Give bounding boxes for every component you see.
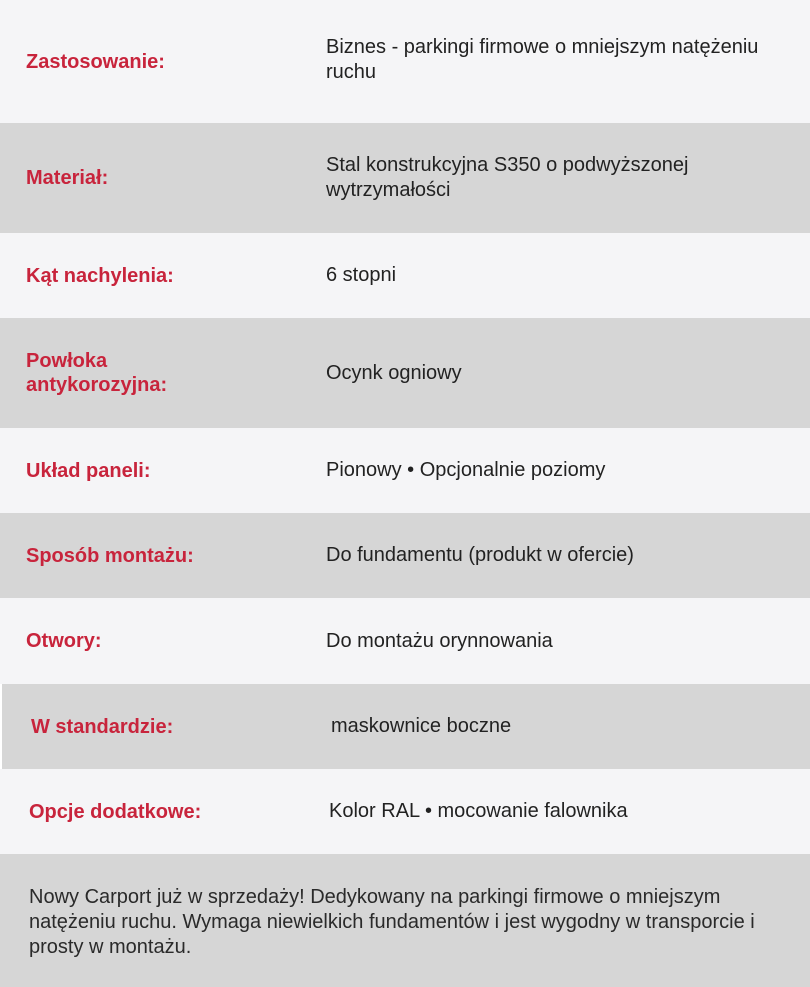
spec-label: Zastosowanie: (26, 50, 165, 73)
spec-row-panel-layout (0, 428, 810, 513)
spec-row-coating (0, 318, 810, 428)
spec-row-options (0, 769, 810, 854)
spec-value: Pionowy • Opcjonalnie poziomy (326, 459, 606, 481)
spec-value: Kolor RAL • mocowanie falownika (329, 800, 628, 822)
spec-label: Otwory: (26, 630, 102, 652)
spec-row-application (0, 0, 810, 123)
spec-row-standard (0, 684, 810, 769)
spec-value: Do fundamentu (produkt w ofercie) (326, 544, 634, 566)
product-description: Nowy Carport już w sprzedaży! Dedykowany na parkingi firmowe o mniejszym natężeniu ruchu. Wymaga niewielkich fundamentów i jest wygodny w transporcie i prosty w montażu. (0, 854, 810, 987)
spec-label: Układ paneli: (26, 459, 151, 482)
spec-label: Sposób montażu: (26, 544, 194, 567)
spec-value: maskownice boczne (331, 715, 512, 737)
spec-label: Opcje dodatkowe: (29, 800, 202, 823)
spec-row-angle (0, 233, 810, 318)
spec-value: Ocynk ogniowy (326, 361, 462, 384)
spec-value: 6 stopni (326, 264, 397, 286)
spec-label: Powłoka antykorozyjna: (26, 350, 168, 396)
spec-value: Biznes - parkingi firmowe o mniejszym natężeniu ruchu (326, 35, 759, 83)
spec-label: Materiał: (26, 167, 109, 189)
spec-value: Stal konstrukcyjna S350 o podwyższonej wytrzymałości (326, 154, 689, 201)
spec-row-material (0, 123, 810, 233)
spec-value: Do montażu orynnowania (326, 629, 553, 652)
spec-row-mounting (0, 513, 810, 598)
spec-label: Kąt nachylenia: (26, 264, 174, 287)
spec-row-holes (0, 598, 810, 684)
spec-label: W standardzie: (31, 715, 174, 738)
